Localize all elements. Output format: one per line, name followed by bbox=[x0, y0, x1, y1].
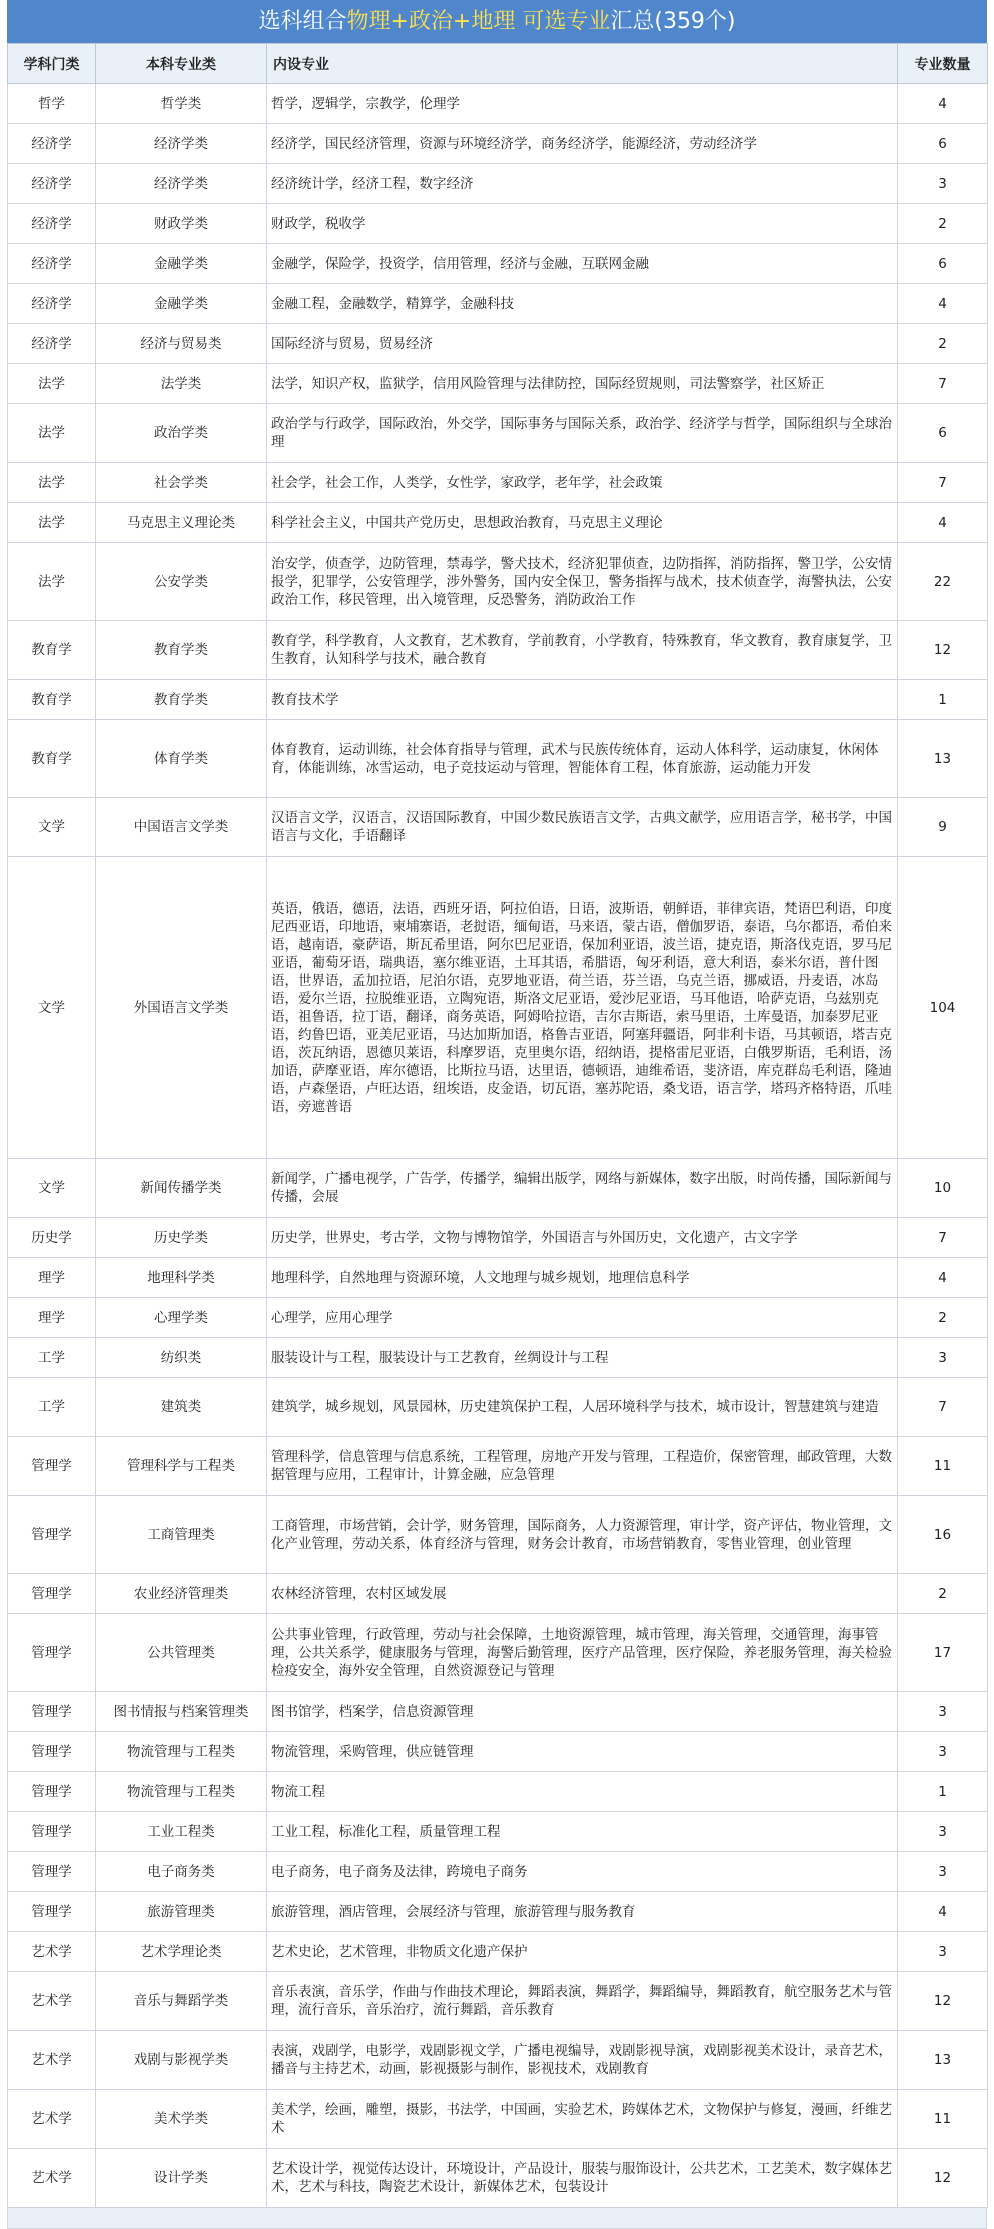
cell-category: 工学 bbox=[8, 1338, 96, 1378]
cell-class: 物流管理与工程类 bbox=[96, 1732, 267, 1772]
cell-category: 管理学 bbox=[8, 1772, 96, 1812]
cell-majors: 心理学，应用心理学 bbox=[267, 1298, 898, 1338]
cell-class: 图书情报与档案管理类 bbox=[96, 1692, 267, 1732]
table-row bbox=[8, 543, 988, 621]
cell-majors: 社会学，社会工作，人类学，女性学，家政学，老年学，社会政策 bbox=[267, 463, 898, 503]
table-row bbox=[8, 1298, 988, 1338]
cell-class: 物流管理与工程类 bbox=[96, 1772, 267, 1812]
cell-class: 地理科学类 bbox=[96, 1258, 267, 1298]
cell-category: 经济学 bbox=[8, 124, 96, 164]
cell-count: 10 bbox=[898, 1159, 988, 1218]
cell-count: 11 bbox=[898, 2090, 988, 2149]
cell-category: 经济学 bbox=[8, 284, 96, 324]
cell-class: 心理学类 bbox=[96, 1298, 267, 1338]
cell-category: 文学 bbox=[8, 1159, 96, 1218]
cell-class: 经济学类 bbox=[96, 124, 267, 164]
table-row bbox=[8, 284, 988, 324]
cell-count: 7 bbox=[898, 1218, 988, 1258]
cell-category: 经济学 bbox=[8, 204, 96, 244]
col-header-majors: 内设专业 bbox=[267, 44, 898, 84]
cell-class: 音乐与舞蹈学类 bbox=[96, 1972, 267, 2031]
majors-table bbox=[7, 43, 988, 2208]
cell-category: 文学 bbox=[8, 857, 96, 1159]
cell-majors: 表演，戏剧学，电影学，戏剧影视文学，广播电视编导，戏剧影视导演，戏剧影视美术设计，录音艺术，播音与主持艺术，动画，影视摄影与制作，影视技术，戏剧教育 bbox=[267, 2031, 898, 2090]
cell-category: 管理学 bbox=[8, 1437, 96, 1496]
cell-majors: 工业工程，标准化工程，质量管理工程 bbox=[267, 1812, 898, 1852]
cell-count: 2 bbox=[898, 1574, 988, 1614]
page bbox=[7, 0, 987, 2229]
col-header-class: 本科专业类 bbox=[96, 44, 267, 84]
cell-count: 3 bbox=[898, 1732, 988, 1772]
cell-category: 教育学 bbox=[8, 680, 96, 720]
table-row bbox=[8, 1932, 988, 1972]
table-row bbox=[8, 503, 988, 543]
cell-category: 管理学 bbox=[8, 1574, 96, 1614]
cell-majors: 体育教育，运动训练，社会体育指导与管理，武术与民族传统体育，运动人体科学，运动康复，休闲体育，体能训练，冰雪运动，电子竞技运动与管理，智能体育工程，体育旅游，运动能力开发 bbox=[267, 720, 898, 798]
col-header-category: 学科门类 bbox=[8, 44, 96, 84]
cell-class: 社会学类 bbox=[96, 463, 267, 503]
cell-category: 艺术学 bbox=[8, 2031, 96, 2090]
cell-class: 新闻传播学类 bbox=[96, 1159, 267, 1218]
col-header-count: 专业数量 bbox=[898, 44, 988, 84]
table-row bbox=[8, 1852, 988, 1892]
cell-majors: 电子商务，电子商务及法律，跨境电子商务 bbox=[267, 1852, 898, 1892]
cell-class: 纺织类 bbox=[96, 1338, 267, 1378]
cell-count: 22 bbox=[898, 543, 988, 621]
cell-class: 建筑类 bbox=[96, 1378, 267, 1437]
title-tag: 可选专业 bbox=[522, 9, 611, 34]
cell-category: 工学 bbox=[8, 1378, 96, 1437]
cell-majors: 农林经济管理，农村区域发展 bbox=[267, 1574, 898, 1614]
cell-majors: 经济学，国民经济管理，资源与环境经济学，商务经济学，能源经济，劳动经济学 bbox=[267, 124, 898, 164]
cell-count: 3 bbox=[898, 164, 988, 204]
cell-count: 12 bbox=[898, 2149, 988, 2208]
cell-majors: 教育技术学 bbox=[267, 680, 898, 720]
table-row bbox=[8, 2090, 988, 2149]
cell-class: 管理科学与工程类 bbox=[96, 1437, 267, 1496]
cell-count: 13 bbox=[898, 720, 988, 798]
table-row bbox=[8, 680, 988, 720]
cell-majors: 法学，知识产权，监狱学，信用风险管理与法律防控，国际经贸规则，司法警察学，社区矫正 bbox=[267, 364, 898, 404]
cell-category: 教育学 bbox=[8, 621, 96, 680]
table-row bbox=[8, 1812, 988, 1852]
table-row bbox=[8, 404, 988, 463]
cell-count: 4 bbox=[898, 1258, 988, 1298]
cell-majors: 政治学与行政学，国际政治，外交学，国际事务与国际关系，政治学、经济学与哲学，国际组织与全球治理 bbox=[267, 404, 898, 463]
cell-majors: 国际经济与贸易，贸易经济 bbox=[267, 324, 898, 364]
cell-category: 经济学 bbox=[8, 324, 96, 364]
cell-majors: 美术学，绘画，雕塑，摄影，书法学，中国画，实验艺术，跨媒体艺术，文物保护与修复，漫画，纤维艺术 bbox=[267, 2090, 898, 2149]
title-combo: 物理+政治+地理 bbox=[346, 9, 516, 34]
cell-count: 3 bbox=[898, 1812, 988, 1852]
table-row bbox=[8, 1159, 988, 1218]
table-row bbox=[8, 1338, 988, 1378]
cell-majors: 公共事业管理，行政管理，劳动与社会保障，土地资源管理，城市管理，海关管理，交通管理，海事管理，公共关系学，健康服务与管理，海警后勤管理，医疗产品管理，医疗保险，养老服务管理，海关检验检疫安全，海外安全管理，自然资源登记与管理 bbox=[267, 1614, 898, 1692]
cell-count: 3 bbox=[898, 1692, 988, 1732]
cell-class: 金融学类 bbox=[96, 244, 267, 284]
cell-majors: 建筑学，城乡规划，风景园林，历史建筑保护工程，人居环境科学与技术，城市设计，智慧建筑与建造 bbox=[267, 1378, 898, 1437]
cell-count: 2 bbox=[898, 324, 988, 364]
table-row bbox=[8, 1972, 988, 2031]
cell-majors: 金融学，保险学，投资学，信用管理，经济与金融，互联网金融 bbox=[267, 244, 898, 284]
cell-count: 16 bbox=[898, 1496, 988, 1574]
table-row bbox=[8, 164, 988, 204]
cell-majors: 地理科学，自然地理与资源环境，人文地理与城乡规划，地理信息科学 bbox=[267, 1258, 898, 1298]
cell-count: 4 bbox=[898, 84, 988, 124]
cell-class: 马克思主义理论类 bbox=[96, 503, 267, 543]
cell-majors: 财政学，税收学 bbox=[267, 204, 898, 244]
cell-class: 工业工程类 bbox=[96, 1812, 267, 1852]
cell-count: 1 bbox=[898, 1772, 988, 1812]
table-row bbox=[8, 1692, 988, 1732]
cell-category: 法学 bbox=[8, 543, 96, 621]
cell-category: 艺术学 bbox=[8, 2090, 96, 2149]
cell-count: 6 bbox=[898, 124, 988, 164]
cell-class: 教育学类 bbox=[96, 621, 267, 680]
table-row bbox=[8, 1218, 988, 1258]
cell-count: 6 bbox=[898, 404, 988, 463]
cell-category: 法学 bbox=[8, 404, 96, 463]
table-row bbox=[8, 1614, 988, 1692]
cell-majors: 工商管理，市场营销，会计学，财务管理，国际商务，人力资源管理，审计学，资产评估，物业管理，文化产业管理，劳动关系，体育经济与管理，财务会计教育，市场营销教育，零售业管理，创业管理 bbox=[267, 1496, 898, 1574]
table-row bbox=[8, 720, 988, 798]
cell-category: 历史学 bbox=[8, 1218, 96, 1258]
cell-category: 艺术学 bbox=[8, 1972, 96, 2031]
cell-class: 中国语言文学类 bbox=[96, 798, 267, 857]
cell-majors: 物流工程 bbox=[267, 1772, 898, 1812]
cell-majors: 汉语言文学，汉语言，汉语国际教育，中国少数民族语言文学，古典文献学，应用语言学，秘书学，中国语言与文化，手语翻译 bbox=[267, 798, 898, 857]
table-body bbox=[8, 84, 988, 2208]
table-row bbox=[8, 1732, 988, 1772]
cell-class: 艺术学理论类 bbox=[96, 1932, 267, 1972]
cell-majors: 服装设计与工程，服装设计与工艺教育，丝绸设计与工程 bbox=[267, 1338, 898, 1378]
table-row bbox=[8, 798, 988, 857]
table-row bbox=[8, 1496, 988, 1574]
cell-majors: 治安学，侦查学，边防管理，禁毒学，警犬技术，经济犯罪侦查，边防指挥，消防指挥，警卫学，公安情报学，犯罪学，公安管理学，涉外警务，国内安全保卫，警务指挥与战术，技术侦查学，海警执法，公安政治工作，移民管理，出入境管理，反恐警务，消防政治工作 bbox=[267, 543, 898, 621]
cell-category: 管理学 bbox=[8, 1496, 96, 1574]
table-footer-bar bbox=[7, 2208, 987, 2229]
cell-category: 教育学 bbox=[8, 720, 96, 798]
table-row bbox=[8, 124, 988, 164]
table-row bbox=[8, 857, 988, 1159]
cell-majors: 金融工程，金融数学，精算学，金融科技 bbox=[267, 284, 898, 324]
cell-class: 哲学类 bbox=[96, 84, 267, 124]
cell-class: 经济与贸易类 bbox=[96, 324, 267, 364]
table-row bbox=[8, 84, 988, 124]
cell-count: 2 bbox=[898, 204, 988, 244]
cell-count: 2 bbox=[898, 1298, 988, 1338]
cell-category: 管理学 bbox=[8, 1614, 96, 1692]
table-row bbox=[8, 1258, 988, 1298]
cell-category: 理学 bbox=[8, 1298, 96, 1338]
cell-count: 12 bbox=[898, 621, 988, 680]
title-prefix: 选科组合 bbox=[258, 9, 347, 34]
cell-count: 3 bbox=[898, 1852, 988, 1892]
cell-count: 17 bbox=[898, 1614, 988, 1692]
table-row bbox=[8, 364, 988, 404]
cell-majors: 音乐表演，音乐学，作曲与作曲技术理论，舞蹈表演，舞蹈学，舞蹈编导，舞蹈教育，航空服务艺术与管理，流行音乐，音乐治疗，流行舞蹈，音乐教育 bbox=[267, 1972, 898, 2031]
cell-class: 美术学类 bbox=[96, 2090, 267, 2149]
cell-count: 1 bbox=[898, 680, 988, 720]
cell-class: 戏剧与影视学类 bbox=[96, 2031, 267, 2090]
cell-count: 6 bbox=[898, 244, 988, 284]
cell-majors: 新闻学，广播电视学，广告学，传播学，编辑出版学，网络与新媒体，数字出版，时尚传播，国际新闻与传播，会展 bbox=[267, 1159, 898, 1218]
table-row bbox=[8, 1378, 988, 1437]
cell-class: 旅游管理类 bbox=[96, 1892, 267, 1932]
cell-majors: 旅游管理，酒店管理，会展经济与管理，旅游管理与服务教育 bbox=[267, 1892, 898, 1932]
table-row bbox=[8, 1437, 988, 1496]
cell-class: 农业经济管理类 bbox=[96, 1574, 267, 1614]
cell-class: 经济学类 bbox=[96, 164, 267, 204]
cell-class: 公共管理类 bbox=[96, 1614, 267, 1692]
table-row bbox=[8, 2031, 988, 2090]
table-row bbox=[8, 204, 988, 244]
cell-class: 历史学类 bbox=[96, 1218, 267, 1258]
table-row bbox=[8, 621, 988, 680]
cell-count: 4 bbox=[898, 1892, 988, 1932]
cell-class: 设计学类 bbox=[96, 2149, 267, 2208]
cell-majors: 物流管理，采购管理，供应链管理 bbox=[267, 1732, 898, 1772]
cell-majors: 科学社会主义，中国共产党历史，思想政治教育，马克思主义理论 bbox=[267, 503, 898, 543]
cell-majors: 教育学，科学教育，人文教育，艺术教育，学前教育，小学教育，特殊教育，华文教育，教育康复学，卫生教育，认知科学与技术，融合教育 bbox=[267, 621, 898, 680]
cell-count: 7 bbox=[898, 463, 988, 503]
cell-class: 体育学类 bbox=[96, 720, 267, 798]
cell-category: 法学 bbox=[8, 463, 96, 503]
cell-majors: 历史学，世界史，考古学，文物与博物馆学，外国语言与外国历史，文化遗产，古文字学 bbox=[267, 1218, 898, 1258]
cell-count: 7 bbox=[898, 364, 988, 404]
cell-majors: 哲学，逻辑学，宗教学，伦理学 bbox=[267, 84, 898, 124]
cell-count: 12 bbox=[898, 1972, 988, 2031]
table-row bbox=[8, 244, 988, 284]
cell-count: 3 bbox=[898, 1932, 988, 1972]
cell-class: 公安学类 bbox=[96, 543, 267, 621]
cell-class: 政治学类 bbox=[96, 404, 267, 463]
table-row bbox=[8, 1772, 988, 1812]
cell-majors: 艺术史论，艺术管理，非物质文化遗产保护 bbox=[267, 1932, 898, 1972]
cell-category: 管理学 bbox=[8, 1732, 96, 1772]
table-row bbox=[8, 1892, 988, 1932]
cell-majors: 艺术设计学，视觉传达设计，环境设计，产品设计，服装与服饰设计，公共艺术，工艺美术，数字媒体艺术，艺术与科技，陶瓷艺术设计，新媒体艺术，包装设计 bbox=[267, 2149, 898, 2208]
cell-class: 电子商务类 bbox=[96, 1852, 267, 1892]
table-row bbox=[8, 1574, 988, 1614]
cell-count: 104 bbox=[898, 857, 988, 1159]
table-row bbox=[8, 324, 988, 364]
cell-category: 管理学 bbox=[8, 1852, 96, 1892]
cell-count: 7 bbox=[898, 1378, 988, 1437]
cell-category: 经济学 bbox=[8, 244, 96, 284]
cell-category: 法学 bbox=[8, 503, 96, 543]
cell-class: 工商管理类 bbox=[96, 1496, 267, 1574]
cell-count: 11 bbox=[898, 1437, 988, 1496]
title-suffix: 汇总(359个) bbox=[610, 9, 736, 34]
table-row bbox=[8, 463, 988, 503]
cell-category: 管理学 bbox=[8, 1812, 96, 1852]
cell-category: 经济学 bbox=[8, 164, 96, 204]
cell-count: 13 bbox=[898, 2031, 988, 2090]
cell-class: 外国语言文学类 bbox=[96, 857, 267, 1159]
cell-majors: 英语，俄语，德语，法语，西班牙语，阿拉伯语，日语，波斯语，朝鲜语，菲律宾语，梵语巴利语，印度尼西亚语，印地语，柬埔寨语，老挝语，缅甸语，马来语，蒙古语，僧伽罗语，泰语，乌尔都语，希伯来语，越南语，豪萨语，斯瓦希里语，阿尔巴尼亚语，保加利亚语，波兰语，捷克语，斯洛伐克语，罗马尼亚语，葡萄牙语，瑞典语，塞尔维亚语，土耳其语，希腊语，匈牙利语，意大利语，泰米尔语，普什图语，世界语，孟加拉语，尼泊尔语，克罗地亚语，荷兰语，芬兰语，乌克兰语，挪威语，丹麦语，冰岛语，爱尔兰语，拉脱维亚语，立陶宛语，斯洛文尼亚语，爱沙尼亚语，马耳他语，哈萨克语，乌兹别克语，祖鲁语，拉丁语，翻译，商务英语，阿姆哈拉语，吉尔吉斯语，索马里语，土库曼语，加泰罗尼亚语，约鲁巴语，亚美尼亚语，马达加斯加语，格鲁吉亚语，阿塞拜疆语，阿非利卡语，马其顿语，塔吉克语，茨瓦纳语，恩德贝莱语，科摩罗语，克里奥尔语，绍纳语，提格雷尼亚语，白俄罗斯语，毛利语，汤加语，萨摩亚语，库尔德语，比斯拉马语，达里语，德顿语，迪维希语，斐济语，库克群岛毛利语，隆迪语，卢森堡语，卢旺达语，纽埃语，皮金语，切瓦语，塞苏陀语，桑戈语，语言学，塔玛齐格特语，爪哇语，旁遮普语 bbox=[267, 857, 898, 1159]
page-title bbox=[7, 0, 987, 43]
cell-majors: 经济统计学，经济工程，数字经济 bbox=[267, 164, 898, 204]
cell-count: 3 bbox=[898, 1338, 988, 1378]
cell-class: 法学类 bbox=[96, 364, 267, 404]
cell-count: 9 bbox=[898, 798, 988, 857]
cell-category: 管理学 bbox=[8, 1892, 96, 1932]
table-header-row bbox=[8, 44, 988, 84]
cell-majors: 图书馆学，档案学，信息资源管理 bbox=[267, 1692, 898, 1732]
cell-count: 4 bbox=[898, 503, 988, 543]
cell-category: 管理学 bbox=[8, 1692, 96, 1732]
cell-category: 哲学 bbox=[8, 84, 96, 124]
cell-category: 艺术学 bbox=[8, 1932, 96, 1972]
cell-category: 理学 bbox=[8, 1258, 96, 1298]
cell-majors: 管理科学，信息管理与信息系统，工程管理，房地产开发与管理，工程造价，保密管理，邮政管理，大数据管理与应用，工程审计，计算金融，应急管理 bbox=[267, 1437, 898, 1496]
cell-class: 教育学类 bbox=[96, 680, 267, 720]
cell-category: 文学 bbox=[8, 798, 96, 857]
cell-class: 金融学类 bbox=[96, 284, 267, 324]
cell-category: 法学 bbox=[8, 364, 96, 404]
cell-category: 艺术学 bbox=[8, 2149, 96, 2208]
table-row bbox=[8, 2149, 988, 2208]
cell-count: 4 bbox=[898, 284, 988, 324]
cell-class: 财政学类 bbox=[96, 204, 267, 244]
